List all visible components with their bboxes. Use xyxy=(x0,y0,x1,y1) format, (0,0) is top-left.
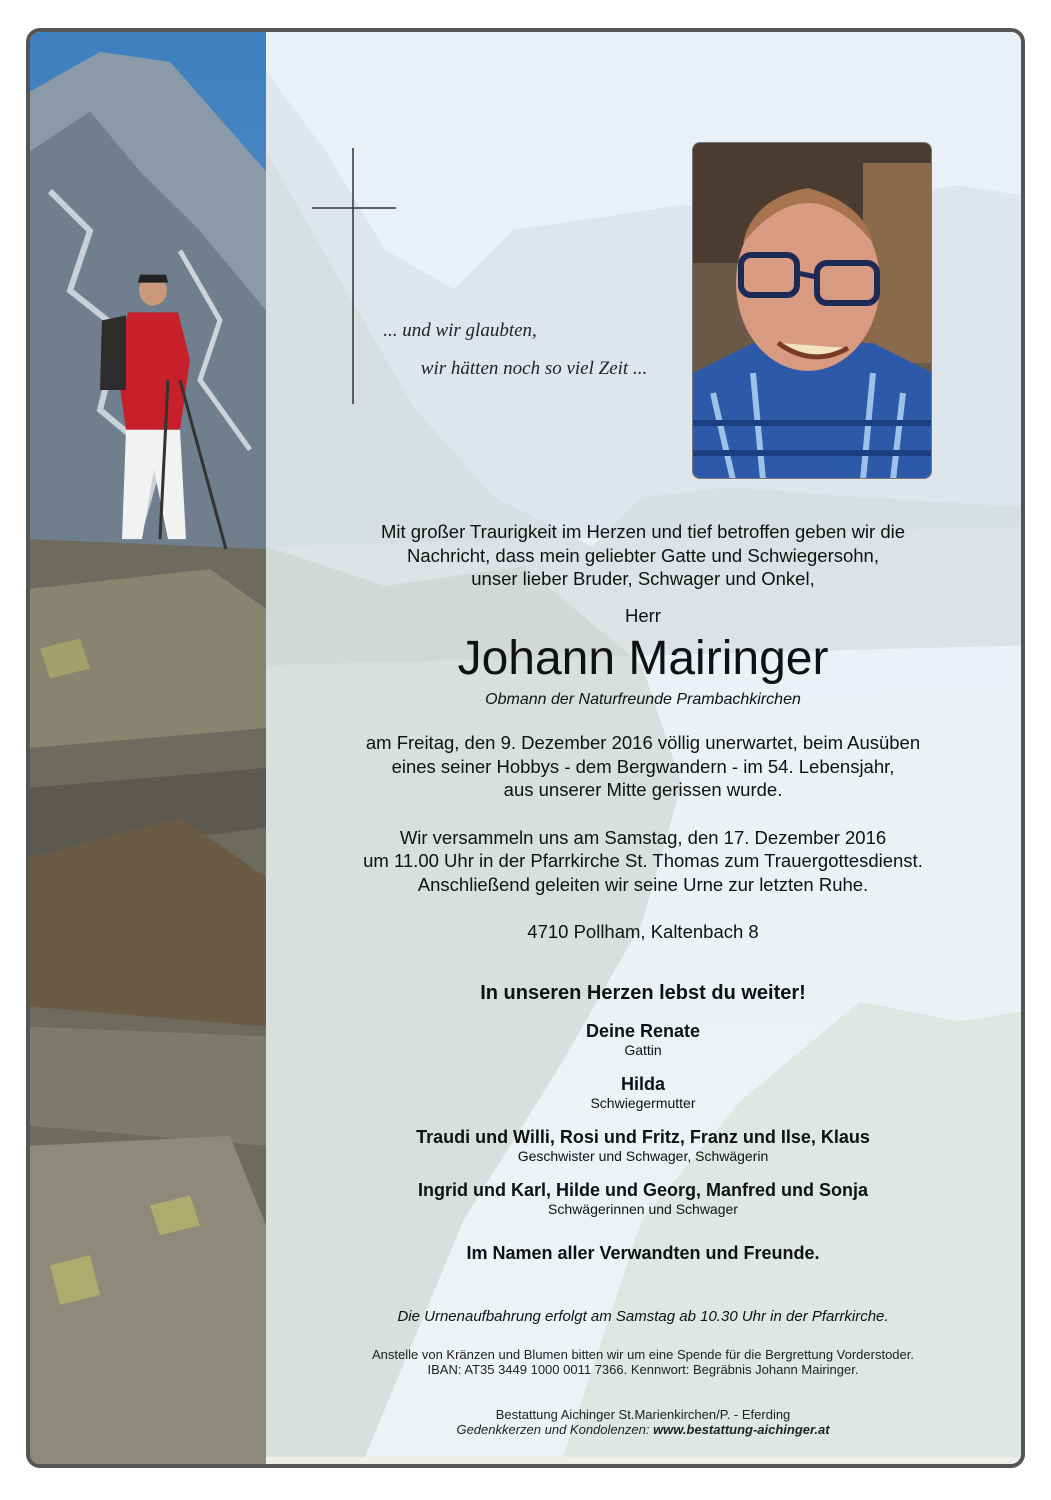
undertaker: Bestattung Aichinger St.Marienkirchen/P. - Eferding xyxy=(495,1406,791,1422)
service-line-2: um 11.00 Uhr in der Pfarrkirche St. Thomas zum Trauergottesdienst. xyxy=(363,850,923,871)
closing: Im Namen aller Verwandten und Freunde. xyxy=(466,1242,820,1263)
mourner-names: Traudi und Willi, Rosi und Fritz, Franz und Ilse, Klaus xyxy=(416,1126,870,1147)
obituary-text-block xyxy=(290,520,996,1437)
portrait-photo xyxy=(692,142,932,479)
quote-line-2: wir hätten noch so viel Zeit ... xyxy=(420,358,648,379)
death-notice-line-2: eines seiner Hobbys - dem Bergwandern - im 54. Lebensjahr, xyxy=(391,755,895,777)
mourner-relation: Gattin xyxy=(624,1041,662,1058)
death-notice-line-3: aus unserer Mitte gerissen wurde. xyxy=(503,779,783,800)
urn-note: Die Urnenaufbahrung erfolgt am Samstag ab 10.30 Uhr in der Pfarrkirche. xyxy=(397,1307,889,1325)
mourner-4 xyxy=(290,1180,996,1217)
mourner-relation: Schwägerinnen und Schwager xyxy=(548,1200,738,1217)
salutation: Herr xyxy=(625,604,661,626)
mourner-2 xyxy=(290,1074,996,1111)
quote-line-1: ... und wir glaubten, xyxy=(383,320,537,341)
intro-line-1: Mit großer Traurigkeit im Herzen und tief betroffen geben wir die xyxy=(380,521,906,542)
mourner-1 xyxy=(290,1021,996,1058)
donation-line-2: IBAN: AT35 3449 1000 0011 7366. Kennwort: Begräbnis Johann Mairinger. xyxy=(427,1361,859,1377)
condolence-link[interactable]: www.bestattung-aichinger.at xyxy=(653,1421,830,1437)
mourner-names: Deine Renate xyxy=(585,1020,701,1041)
service-line-1: Wir versammeln uns am Samstag, den 17. Dezember 2016 xyxy=(399,826,887,848)
mourner-relation: Schwiegermutter xyxy=(590,1094,696,1111)
mourner-names: Ingrid und Karl, Hilde und Georg, Manfred und Sonja xyxy=(418,1179,868,1200)
deceased-title: Obmann der Naturfreunde Prambachkirchen xyxy=(485,691,801,708)
donation-line-1: Anstelle von Kränzen und Blumen bitten wir um eine Spende für die Bergrettung Vorderstoder. xyxy=(372,1346,914,1362)
motto: In unseren Herzen lebst du weiter! xyxy=(480,981,806,1004)
intro-line-2: Nachricht, dass mein geliebter Gatte und Schwiegersohn, xyxy=(406,544,879,566)
mourner-names: Hilda xyxy=(620,1073,665,1094)
deceased-name: Johann Mairinger xyxy=(457,632,829,685)
mourner-3 xyxy=(290,1127,996,1164)
death-notice-line-1: am Freitag, den 9. Dezember 2016 völlig unerwartet, beim Ausüben xyxy=(365,732,921,753)
address: 4710 Pollham, Kaltenbach 8 xyxy=(527,921,759,942)
mourner-relation: Geschwister und Schwager, Schwägerin xyxy=(517,1147,769,1164)
hiker-mountain-photo xyxy=(30,32,266,1464)
service-line-3: Anschließend geleiten wir seine Urne zur letzten Ruhe. xyxy=(417,873,869,895)
condolence-label: Gedenkkerzen und Kondolenzen: xyxy=(456,1421,650,1437)
intro-line-3: unser lieber Bruder, Schwager und Onkel, xyxy=(471,568,815,589)
